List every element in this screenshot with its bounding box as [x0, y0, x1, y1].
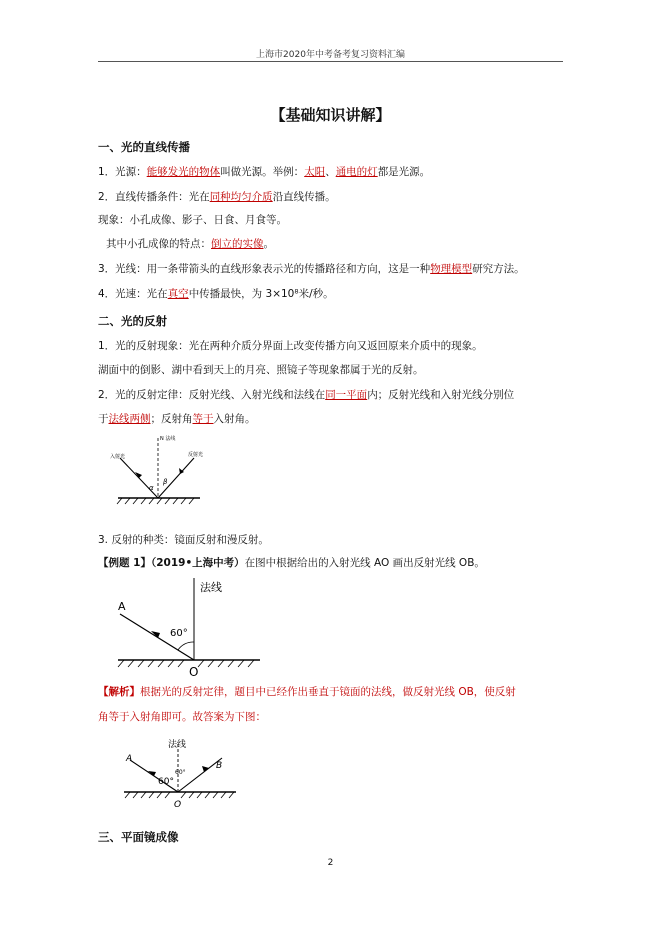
s1-line-6: 4．光速：光在真空中传播最快，为 3×10⁸米/秒。 — [98, 288, 334, 300]
fig1-reflected-label: 反射光 — [188, 452, 204, 458]
s2-line-5: 3. 反射的种类：镜面反射和漫反射。 — [98, 534, 269, 546]
section-3-heading: 三、平面镜成像 — [98, 830, 179, 844]
example-question-diagram — [108, 578, 268, 676]
s2-line-2: 湖面中的倒影、湖中看到天上的月亮、照镜子等现象都属于光的反射。 — [98, 364, 424, 376]
example-1: 【例题 1】（2019•上海中考）在图中根据给出的入射光线 AO 画出反射光线 OB。 — [98, 557, 485, 569]
fig3-point-o: O — [174, 800, 182, 810]
analysis-line-2: 角等于入射角即可。故答案为下图： — [98, 711, 266, 723]
fig3-normal-label: 法线 — [168, 740, 187, 750]
fig1-normal-label: N 法线 — [160, 436, 176, 442]
fig1-incident-label: 入射光 — [110, 454, 126, 460]
fig3-angle-1: 60° — [158, 777, 174, 787]
page-number: 2 — [327, 858, 334, 868]
header-rule — [98, 61, 563, 62]
s1-line-5: 3．光线：用一条带箭头的直线形象表示光的传播路径和方向，这是一种物理模型研究方法。 — [98, 263, 525, 275]
s1-line-1: 1．光源：能够发光的物体叫做光源。举例：太阳、通电的灯都是光源。 — [98, 166, 431, 178]
fig3-point-a: A — [126, 754, 133, 764]
section-2-heading: 二、光的反射 — [98, 314, 167, 328]
fig2-angle-label: 60° — [170, 628, 188, 639]
reflection-law-diagram — [108, 432, 218, 512]
fig1-alpha-label: α — [149, 484, 154, 492]
example-answer-diagram — [118, 734, 243, 810]
s1-line-4: 其中小孔成像的特点：倒立的实像。 — [106, 238, 274, 250]
s2-line-3: 2．光的反射定律：反射光线、入射光线和法线在同一平面内；反射光线和入射光线分别位 — [98, 389, 515, 401]
analysis-line-1: 【解析】根据光的反射定律，题目中已经作出垂直于镜面的法线，做反射光线 OB，使反射 — [98, 686, 516, 698]
fig1-beta-label: β — [163, 478, 168, 486]
s1-line-2: 2．直线传播条件：光在同种均匀介质沿直线传播。 — [98, 191, 336, 203]
s2-line-4: 于法线两侧；反射角等于入射角。 — [98, 413, 256, 425]
fig3-point-b: B — [216, 761, 223, 771]
page-title: 【基础知识讲解】 — [270, 106, 391, 124]
fig2-point-o: O — [189, 665, 199, 676]
s1-line-3: 现象：小孔成像、影子、日食、月食等。 — [98, 214, 287, 226]
fig2-normal-label: 法线 — [200, 581, 222, 594]
fig3-angle-2: 60° — [175, 769, 186, 776]
s2-line-1: 1．光的反射现象：光在两种介质分界面上改变传播方向又返回原来介质中的现象。 — [98, 340, 483, 352]
fig2-point-a: A — [118, 600, 126, 613]
page-header: 上海市2020年中考备考复习资料汇编 — [256, 50, 405, 60]
section-1-heading: 一、光的直线传播 — [98, 140, 190, 154]
